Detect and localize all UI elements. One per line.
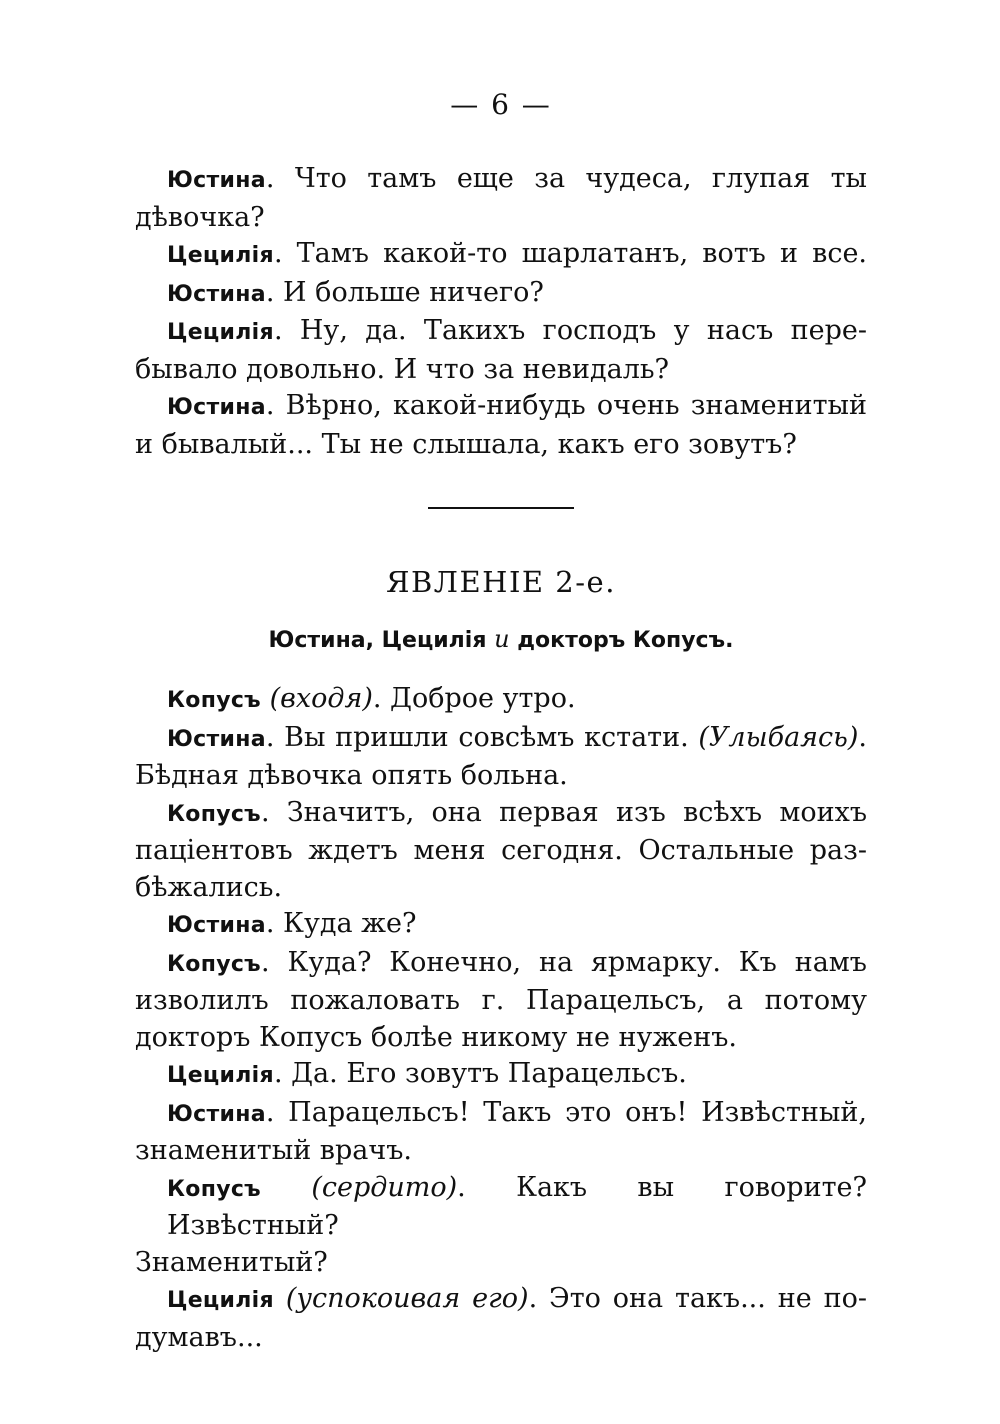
speaker-name: Юстина (167, 1101, 266, 1127)
replica-line (135, 1245, 867, 1282)
replica-text: . Куда? Конечно, на ярмарку. Къ намъ (261, 946, 867, 978)
replica-text: . Да. Его зовутъ Парацельсъ. (273, 1058, 687, 1089)
replica-text: . Какъ вы говорите? Извѣстный? (167, 1171, 867, 1241)
replica-text: и бывалый... Ты не слышала, какъ его зовутъ? (135, 428, 797, 460)
replica-text: . Тамъ какой-то шарлатанъ, вотъ и все. (273, 238, 867, 269)
replica-line (135, 161, 867, 200)
replica-text: . Это она такъ... не по- (528, 1283, 867, 1314)
stage-direction: (Улыбаясь) (698, 721, 859, 753)
cast-conjunction: и (494, 625, 510, 653)
replica-line (135, 352, 867, 389)
replica-text: . Значитъ, она первая изъ всѣхъ моихъ (261, 796, 867, 828)
speaker-name: Юстина (167, 395, 266, 420)
replica-line (135, 1281, 867, 1320)
replica-text: изволилъ пожаловать г. Парацельсъ, а потому (135, 985, 867, 1016)
dialogue-part-1 (135, 161, 867, 463)
section-divider (428, 507, 574, 509)
replica-line (135, 945, 867, 984)
speaker-name: Юстина (167, 726, 266, 752)
replica-text: . (858, 721, 867, 753)
replica-text: паціентовъ ждетъ меня сегодня. Остальные раз- (135, 835, 867, 866)
replica-text: . Ну, да. Такихъ господъ у насъ пере- (273, 315, 867, 346)
replica-line (135, 906, 867, 945)
replica-text: . Доброе утро. (372, 683, 576, 714)
replica-line (135, 1020, 867, 1057)
replica-line (135, 833, 867, 870)
replica-line (135, 720, 867, 759)
stage-direction: (сердито) (311, 1171, 458, 1203)
speaker-name: Цецилія (167, 320, 274, 345)
page-number: — 6 — (450, 88, 552, 121)
replica-text: . Парацельсъ! Такъ это онъ! Извѣстный, (265, 1096, 867, 1128)
replica-line (135, 1056, 867, 1095)
stage-direction: (успокоивая его) (285, 1283, 529, 1314)
replica-line (135, 275, 867, 314)
speaker-name: Юстина (167, 281, 266, 307)
replica-line (135, 1170, 867, 1245)
replica-line (135, 200, 867, 237)
replica-text: . Вѣрно, какой-нибудь очень знаменитый (265, 390, 867, 421)
speaker-name: Юстина (167, 168, 266, 193)
replica-line (135, 758, 867, 795)
replica-text: докторъ Копусъ болѣе никому не нуженъ. (135, 1021, 738, 1053)
speaker-name: Копусъ (167, 951, 262, 977)
replica-text: . И больше ничего? (265, 276, 544, 308)
replica-text: Бѣдная дѣвочка опять больна. (135, 760, 568, 791)
replica-line (135, 870, 867, 907)
replica-line (135, 795, 867, 834)
replica-line (135, 236, 867, 275)
replica-text: . Куда же? (265, 908, 417, 939)
scene-title: ЯВЛЕНІЕ 2-е. (386, 565, 616, 599)
speaker-name: Копусъ (167, 1176, 262, 1202)
replica-text: знаменитый врачъ. (135, 1135, 412, 1166)
speaker-name: Копусъ (167, 801, 262, 827)
replica-line (135, 1320, 867, 1357)
replica-line (135, 983, 867, 1020)
replica-text: . Вы пришли совсѣмъ кстати. (265, 721, 699, 753)
speaker-name: Цецилія (167, 243, 274, 268)
replica-line (135, 313, 867, 352)
replica-text: бѣжались. (135, 871, 283, 903)
replica-line (135, 427, 867, 464)
dialogue-part-2 (135, 681, 867, 1356)
replica-line (135, 1133, 867, 1170)
speaker-name: Цецилія (167, 1063, 274, 1088)
replica-line (135, 388, 867, 427)
cast-names: докторъ Копусъ. (517, 628, 734, 653)
speaker-name: Копусъ (167, 688, 262, 713)
replica-text: . Что тамъ еще за чудеса, глупая ты (265, 163, 867, 194)
replica-text: Знаменитый? (135, 1246, 328, 1278)
replica-text: думавъ... (135, 1321, 263, 1353)
speaker-name: Юстина (167, 913, 266, 938)
replica-line (135, 681, 867, 720)
book-page (135, 88, 867, 1356)
stage-direction: (входя) (269, 683, 373, 714)
scene-cast (135, 625, 867, 653)
replica-text: бывало довольно. И что за невидаль? (135, 353, 670, 385)
cast-names: Юстина, Цецилія (268, 628, 487, 653)
speaker-name: Цецилія (167, 1288, 274, 1313)
replica-line (135, 1095, 867, 1134)
replica-text: дѣвочка? (135, 201, 265, 233)
